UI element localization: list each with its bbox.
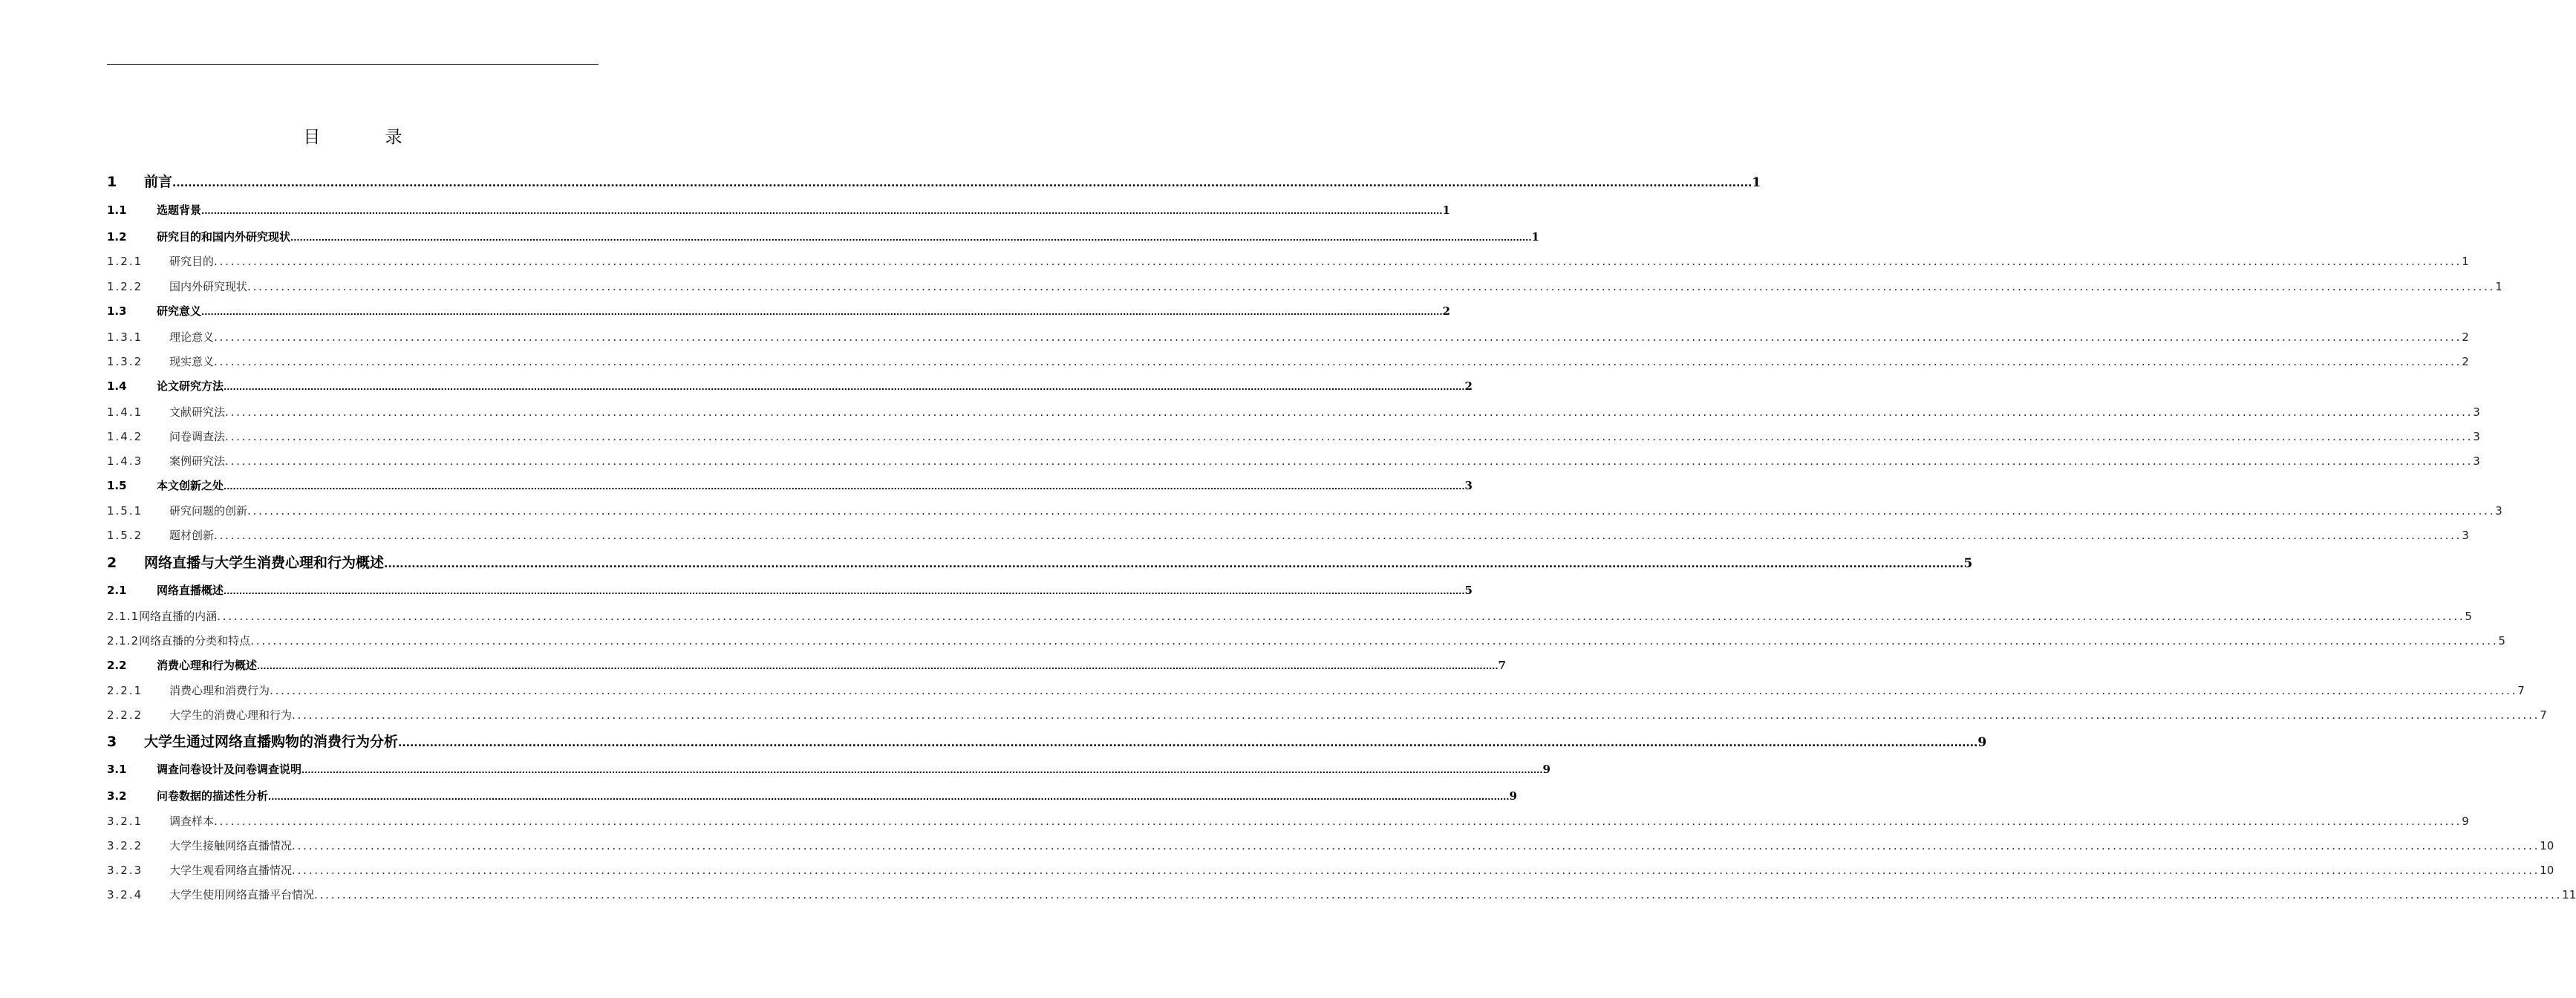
- dot-leader: ................................................................................................................................................................................................................................................................................................................................................................................................................: [292, 864, 2540, 877]
- toc-entry-page: 3: [2473, 454, 2480, 468]
- dot-leader: ................................................................................................................................................................................................................................................................................................................................................................................................................: [214, 330, 2462, 344]
- toc-entry-title: 网络直播与大学生消费心理和行为概述: [144, 555, 385, 571]
- toc-entry-number: 1.5.2: [107, 529, 143, 542]
- toc-entry-title: 大学生接触网络直播情况: [169, 839, 293, 852]
- dot-leader: ................................................................................................................................................................................................................................................................................................................................................................................................................: [224, 382, 1465, 392]
- toc-entry-page: 1: [1442, 203, 1450, 217]
- toc-entry-title: 理论意义: [169, 330, 215, 344]
- toc-entry-page: 5: [1963, 556, 1973, 571]
- toc-entry-title: 大学生使用网络直播平台情况: [169, 888, 315, 901]
- toc-entry-title: 题材创新: [169, 529, 215, 542]
- toc-entry-title: 文献研究法: [169, 405, 226, 419]
- toc-entry-title: 现实意义: [169, 355, 215, 368]
- dot-leader: ................................................................................................................................................................................................................................................................................................................................................................................................................: [225, 405, 2474, 419]
- toc-entry[interactable]: [107, 762, 1551, 778]
- toc-entry-number: 2: [107, 555, 117, 571]
- toc-entry-page: 9: [1509, 789, 1517, 803]
- toc-entry-title: 本文创新之处: [157, 479, 224, 492]
- toc-entry-title: 研究问题的创新: [169, 504, 248, 518]
- toc-entry-page: 5: [1464, 584, 1473, 597]
- toc-entry-number: 2.2.1: [107, 684, 143, 697]
- toc-entry-number: 1.4: [107, 379, 127, 393]
- dot-leader: ................................................................................................................................................................................................................................................................................................................................................................................................................: [214, 355, 2462, 368]
- toc-entry-number: 1.5.1: [107, 504, 143, 518]
- toc-entry-number: 2.1: [107, 584, 127, 597]
- toc-entry-title: 案例研究法: [169, 454, 226, 468]
- toc-entry-title: 消费心理和消费行为: [169, 684, 270, 697]
- toc-entry-title: 问卷调查法: [169, 430, 226, 443]
- toc-entry-page: 7: [1498, 659, 1506, 672]
- dot-leader: ................................................................................................................................................................................................................................................................................................................................................................................................................: [224, 482, 1465, 492]
- toc-entry-number: 1.2.1: [107, 255, 143, 268]
- toc-entry[interactable]: [107, 304, 1450, 320]
- dot-leader: ................................................................................................................................................................................................................................................................................................................................................................................................................: [217, 610, 2465, 623]
- toc-entry-title: 网络直播的分类和特点: [139, 634, 251, 648]
- toc-entry-number: 1.4.3: [107, 454, 143, 468]
- toc-entry-title: 问卷数据的描述性分析: [157, 789, 269, 803]
- toc-entry[interactable]: [107, 814, 2469, 829]
- toc-entry-title: 选题背景: [157, 203, 202, 217]
- toc-entry-title: 大学生通过网络直播购物的消费行为分析: [144, 734, 399, 750]
- toc-entry-page: 3: [2462, 529, 2469, 542]
- toc-entry-title: 调查样本: [169, 815, 215, 828]
- toc-entry-number: 3.2.3: [107, 864, 143, 877]
- dot-leader: ................................................................................................................................................................................................................................................................................................................................................................................................................: [201, 307, 1443, 317]
- toc-entry[interactable]: [107, 887, 2576, 902]
- toc-entry-title: 研究意义: [157, 304, 202, 318]
- dot-leader: ................................................................................................................................................................................................................................................................................................................................................................................................................: [225, 454, 2474, 468]
- toc-entry-number: 1.5: [107, 479, 127, 492]
- toc-entry-title: 消费心理和行为概述: [157, 659, 258, 672]
- dot-leader: ................................................................................................................................................................................................................................................................................................................................................................................................................: [290, 233, 1532, 243]
- toc-entry-page: 5: [2465, 610, 2472, 623]
- toc-entry[interactable]: [107, 633, 2505, 648]
- dot-leader: ................................................................................................................................................................................................................................................................................................................................................................................................................: [225, 430, 2474, 443]
- toc-entry[interactable]: [107, 254, 2469, 269]
- toc-entry-number: 3: [107, 734, 117, 750]
- toc-entry-number: 2.2.2: [107, 708, 143, 722]
- dot-leader: ................................................................................................................................................................................................................................................................................................................................................................................................................: [214, 529, 2462, 542]
- dot-leader: ................................................................................................................................................................................................................................................................................................................................................................................................................: [270, 684, 2518, 697]
- toc-entry[interactable]: [107, 454, 2480, 469]
- toc-entry[interactable]: [107, 838, 2554, 853]
- dot-leader: ................................................................................................................................................................................................................................................................................................................................................................................................................: [314, 888, 2563, 901]
- toc-entry-number: 3.2.4: [107, 888, 143, 901]
- dot-leader: ................................................................................................................................................................................................................................................................................................................................................................................................................: [214, 255, 2462, 268]
- toc-entry[interactable]: [107, 658, 1506, 674]
- toc-entry[interactable]: [107, 330, 2469, 345]
- toc-entry-number: 2.1.1: [107, 610, 140, 623]
- toc-entry-page: 7: [2540, 708, 2547, 722]
- dot-leader: ................................................................................................................................................................................................................................................................................................................................................................................................................: [292, 839, 2540, 852]
- toc-entry-number: 1.3.2: [107, 355, 143, 368]
- dot-leader: ................................................................................................................................................................................................................................................................................................................................................................................................................: [301, 766, 1543, 775]
- dot-leader: ................................................................................................................................................................................................................................................................................................................................................................................................................: [257, 662, 1499, 671]
- toc-entry[interactable]: [107, 609, 2472, 624]
- toc-entry-page: 3: [2473, 405, 2480, 419]
- toc-entry-page: 5: [2498, 634, 2505, 648]
- toc-entry-page: 3: [1464, 479, 1473, 492]
- toc-entry-page: 3: [2495, 504, 2502, 518]
- toc-entry-title: 调查问卷设计及问卷调查说明: [157, 763, 302, 776]
- toc-entry-page: 9: [1977, 735, 1987, 750]
- dot-leader: ................................................................................................................................................................................................................................................................................................................................................................................................................: [268, 792, 1510, 802]
- toc-entry-page: 1: [1531, 230, 1539, 244]
- toc-entry[interactable]: [107, 583, 1473, 599]
- toc-entry-page: 2: [1464, 379, 1473, 393]
- toc-entry-number: 3.1: [107, 763, 127, 776]
- toc-entry-title: 研究目的和国内外研究现状: [157, 230, 291, 244]
- toc-entry-page: 2: [2462, 355, 2469, 368]
- toc-entry-title: 前言: [144, 174, 173, 190]
- dot-leader: ................................................................................................................................................................................................................................................................................................................................................................................................................: [247, 280, 2496, 293]
- toc-entry-title: 大学生观看网络直播情况: [169, 864, 293, 877]
- dot-leader: ................................................................................................................................................................................................................................................................................................................................................................................................................: [172, 177, 1752, 189]
- toc-entry-page: 2: [2462, 330, 2469, 344]
- toc-entry-number: 1.4.1: [107, 405, 143, 419]
- toc-entry-number: 2.2: [107, 659, 127, 672]
- toc-entry[interactable]: [107, 733, 1987, 752]
- toc-entry[interactable]: [107, 429, 2480, 444]
- toc-entry-number: 1.3: [107, 304, 127, 318]
- toc-entry-page: 3: [2473, 430, 2480, 443]
- toc-entry-number: 1.1: [107, 203, 127, 217]
- toc-entry-title: 网络直播概述: [157, 584, 224, 597]
- toc-entry[interactable]: [107, 863, 2554, 878]
- dot-leader: ................................................................................................................................................................................................................................................................................................................................................................................................................: [250, 634, 2499, 648]
- toc-entry[interactable]: [107, 554, 1973, 573]
- toc-entry-number: 1.3.1: [107, 330, 143, 344]
- toc-entry-number: 3.2.1: [107, 815, 143, 828]
- toc-entry[interactable]: [107, 173, 1761, 192]
- toc-entry-title: 国内外研究现状: [169, 280, 248, 293]
- toc-entry-page: 9: [1542, 763, 1551, 776]
- toc-entry[interactable]: [107, 478, 1473, 495]
- toc-entry[interactable]: [107, 789, 1517, 805]
- toc-entry-page: 10: [2540, 864, 2554, 877]
- toc-entry-number: 1: [107, 174, 117, 190]
- header-rule: [107, 64, 599, 65]
- toc-entry[interactable]: [107, 708, 2547, 723]
- toc-entry[interactable]: [107, 503, 2502, 518]
- toc-entry-number: 3.2.2: [107, 839, 143, 852]
- toc-entry-number: 1.2.2: [107, 280, 143, 293]
- toc-entry[interactable]: [107, 203, 1450, 219]
- toc-entry-title: 研究目的: [169, 255, 215, 268]
- toc-entry-page: 10: [2540, 839, 2554, 852]
- toc-entry-title: 网络直播的内涵: [139, 610, 218, 623]
- dot-leader: ................................................................................................................................................................................................................................................................................................................................................................................................................: [384, 558, 1964, 570]
- toc-entry[interactable]: [107, 405, 2480, 420]
- toc-entry[interactable]: [107, 379, 1473, 395]
- toc-entry-page: 7: [2517, 684, 2525, 697]
- toc-entry-number: 1.2: [107, 230, 127, 244]
- dot-leader: ................................................................................................................................................................................................................................................................................................................................................................................................................: [292, 708, 2540, 722]
- dot-leader: ................................................................................................................................................................................................................................................................................................................................................................................................................: [247, 504, 2496, 518]
- toc-entry[interactable]: [107, 354, 2469, 369]
- toc-entry-number: 3.2: [107, 789, 127, 803]
- toc-entry-page: 11: [2562, 888, 2576, 901]
- toc-entry-page: 1: [1752, 175, 1761, 190]
- toc-entry[interactable]: [107, 229, 1539, 246]
- toc-entry-page: 1: [2495, 280, 2502, 293]
- toc-entry-page: 9: [2462, 815, 2469, 828]
- toc-entry-page: 1: [2462, 255, 2469, 268]
- page-title: 目 录: [303, 128, 432, 147]
- dot-leader: ................................................................................................................................................................................................................................................................................................................................................................................................................: [224, 587, 1465, 596]
- toc-entry[interactable]: [107, 528, 2469, 543]
- toc-entry-number: 1.4.2: [107, 430, 143, 443]
- dot-leader: ................................................................................................................................................................................................................................................................................................................................................................................................................: [398, 737, 1978, 749]
- toc-entry-title: 论文研究方法: [157, 379, 224, 393]
- toc-entry-page: 2: [1442, 304, 1450, 318]
- toc-entry-title: 大学生的消费心理和行为: [169, 708, 293, 722]
- dot-leader: ................................................................................................................................................................................................................................................................................................................................................................................................................: [214, 815, 2462, 828]
- toc-entry[interactable]: [107, 683, 2525, 698]
- toc-entry[interactable]: [107, 279, 2502, 294]
- toc-entry-number: 2.1.2: [107, 634, 140, 648]
- dot-leader: ................................................................................................................................................................................................................................................................................................................................................................................................................: [201, 206, 1443, 216]
